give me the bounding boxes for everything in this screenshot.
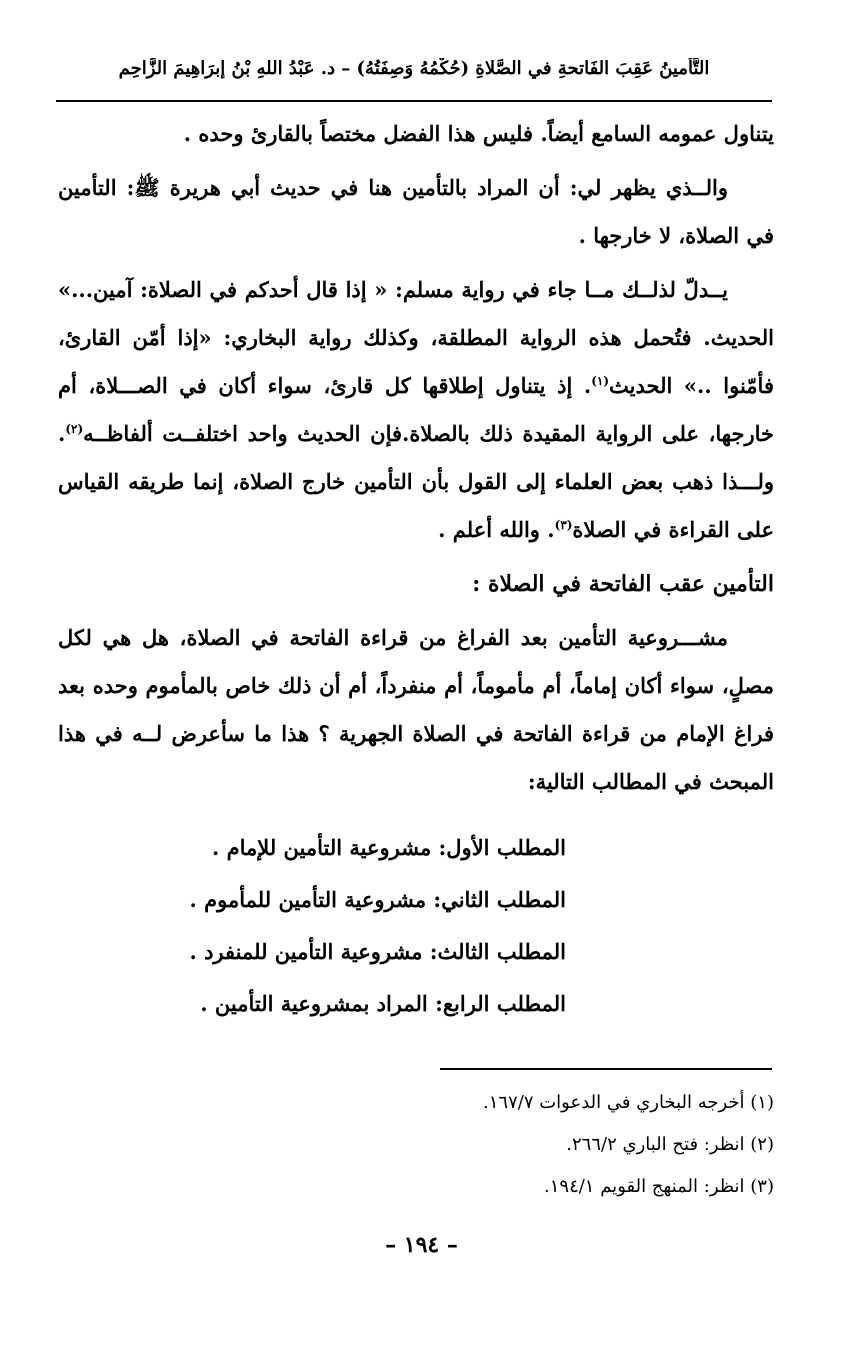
footnote-1: (١) أخرجه البخاري في الدعوات ١٦٧/٧. bbox=[483, 1092, 774, 1113]
paragraph-3-part-d: . والله أعلم . bbox=[438, 517, 555, 542]
footnote-ref-1[interactable]: (١) bbox=[591, 374, 610, 388]
footnote-divider bbox=[440, 1068, 772, 1070]
page-number: – ١٩٤ – bbox=[385, 1232, 458, 1258]
paragraph-3 bbox=[58, 266, 774, 554]
footnote-3: (٣) انظر: المنهج القويم ١٩٤/١. bbox=[544, 1176, 774, 1197]
paragraph-3-part-b: . إذ يتناول إطلاقها كل قارئ، سواء أكان في الصـــلاة، أم خارجها، على الرواية المقيدة ذلك بالصلاة.فإن الحديث واحد اختلفــت ألفاظــه bbox=[58, 373, 774, 446]
paragraph-2: والــذي يظهر لي: أن المراد بالتأمين هنا في حديث أبي هريرة ﷺ: التأمين في الصلاة، لا خارجها . bbox=[58, 175, 774, 248]
paragraph-3-part-a: يــدلّ لذلــك مــا جاء في رواية مسلم: « إذا قال أحدكم في الصلاة: آمين...» الحديث. فتُحمل هذه الرواية المطلقة، وكذلك رواية البخاري: «إذا أمّن القارئ، فأمّنوا ..» الحديث bbox=[58, 277, 774, 398]
paragraph-4: مشـــروعية التأمين بعد الفراغ من قراءة الفاتحة في الصلاة، هل هي لكل مصلٍ، سواء أكان إماماً، أم مأموماً، أم منفرداً، أم أن ذلك خاص بالمأموم وحده بعد فراغ الإمام من قراءة الفاتحة في الصلاة الجهرية ؟ هذا ما سأعرض لــه في هذا المبحث في المطالب التالية: bbox=[58, 625, 774, 794]
footnote-2: (٢) انظر: فتح الباري ٢٦٦/٢. bbox=[566, 1134, 774, 1155]
running-header: التَّأمينُ عَقِبَ الفَاتحةِ في الصَّلاةِ (حُكْمُهُ وَصِفَتُهُ) – د. عَبْدُ اللهِ بْنُ إبرَاهِيمَ الزَّاحِمِ bbox=[118, 58, 710, 79]
list-item: المطلب الرابع: المراد بمشروعية التأمين . bbox=[200, 991, 566, 1016]
header-divider bbox=[56, 100, 772, 102]
paragraph-3-part-c: . ولـــذا ذهب بعض العلماء إلى القول بأن التأمين خارج الصلاة، إنما طريقه القياس على القراءة في الصلاة bbox=[58, 421, 774, 542]
footnote-ref-3[interactable]: (٣) bbox=[554, 518, 573, 532]
footnote-ref-2[interactable]: (٢) bbox=[65, 422, 84, 436]
footnotes bbox=[58, 1082, 774, 1208]
subsection-list bbox=[58, 822, 566, 1030]
section-heading: التأمين عقب الفاتحة في الصلاة : bbox=[472, 571, 774, 597]
list-item: المطلب الثالث: مشروعية التأمين للمنفرد . bbox=[189, 939, 566, 964]
main-text bbox=[58, 110, 774, 812]
paragraph-1: يتناول عمومه السامع أيضاً. فليس هذا الفضل مختصاً بالقارئ وحده . bbox=[183, 121, 774, 146]
list-item: المطلب الأول: مشروعية التأمين للإمام . bbox=[212, 835, 566, 860]
list-item: المطلب الثاني: مشروعية التأمين للمأموم . bbox=[189, 887, 566, 912]
